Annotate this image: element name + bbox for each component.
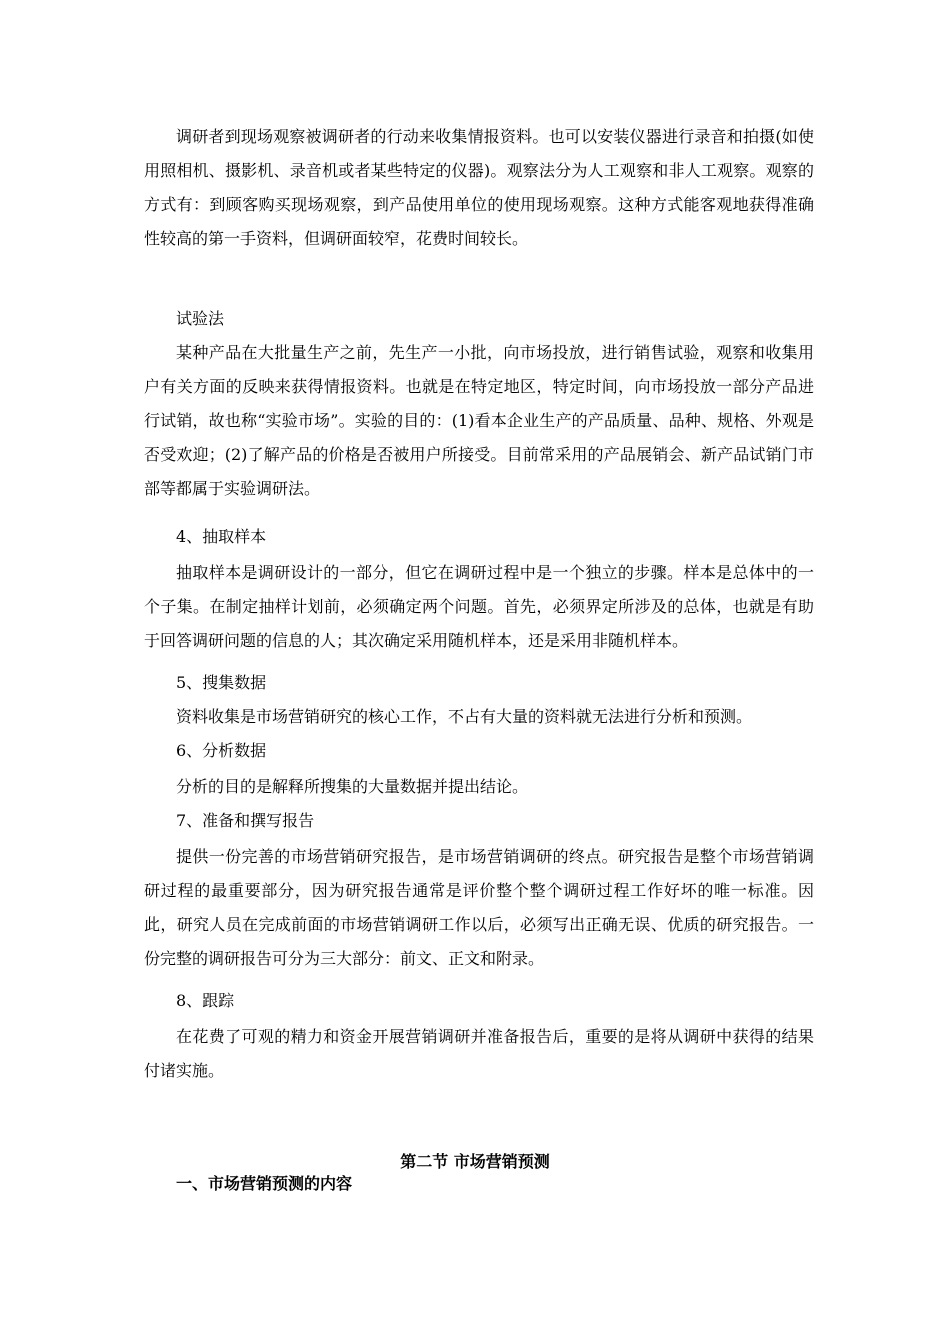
sampling-heading: 4、抽取样本 xyxy=(176,527,267,546)
collect-paragraph: 资料收集是市场营销研究的核心工作，不占有大量的资料就无法进行分析和预测。 xyxy=(176,707,753,726)
report-paragraph: 提供一份完善的市场营销研究报告，是市场营销调研的终点。研究报告是整个市场营销调研过程的最重要部分，因为研究报告通常是评价整个整个调研过程工作好坏的唯一标准。因此，研究人员在完成前面的市场营销调研工作以后，必须写出正确无误、优质的研究报告。一份完整的调研报告可分为三大部分：前文、正文和附录。 xyxy=(144,847,814,968)
follow-paragraph: 在花费了可观的精力和资金开展营销调研并准备报告后，重要的是将从调研中获得的结果付诸实施。 xyxy=(144,1027,814,1080)
follow-heading: 8、跟踪 xyxy=(176,991,235,1010)
experiment-paragraph: 某种产品在大批量生产之前，先生产一小批，向市场投放，进行销售试验，观察和收集用户有关方面的反映来获得情报资料。也就是在特定地区，特定时间，向市场投放一部分产品进行试销，故也称“实验市场”。实验的目的：(1)看本企业生产的产品质量、品种、规格、外观是否受欢迎；(2)了解产品的价格是否被用户所接受。目前常采用的产品展销会、新产品试销门市部等都属于实验调研法。 xyxy=(144,343,814,498)
experiment-heading: 试验法 xyxy=(176,309,225,328)
observation-paragraph: 调研者到现场观察被调研者的行动来收集情报资料。也可以安装仪器进行录音和拍摄(如使用照相机、摄影机、录音机或者某些特定的仪器)。观察法分为人工观察和非人工观察。观察的方式有：到顾客购买现场观察，到产品使用单位的使用现场观察。这种方式能客观地获得准确性较高的第一手资料，但调研面较窄，花费时间较长。 xyxy=(144,127,814,248)
section-subtitle: 一、市场营销预测的内容 xyxy=(176,1174,353,1193)
report-heading: 7、准备和撰写报告 xyxy=(176,811,315,830)
collect-heading: 5、搜集数据 xyxy=(176,673,267,692)
section-title: 第二节 市场营销预测 xyxy=(400,1152,550,1171)
sampling-paragraph: 抽取样本是调研设计的一部分，但它在调研过程中是一个独立的步骤。样本是总体中的一个子集。在制定抽样计划前，必须确定两个问题。首先，必须界定所涉及的总体，也就是有助于回答调研问题的信息的人；其次确定采用随机样本，还是采用非随机样本。 xyxy=(144,563,814,650)
analyze-heading: 6、分析数据 xyxy=(176,741,267,760)
analyze-paragraph: 分析的目的是解释所搜集的大量数据并提出结论。 xyxy=(176,777,529,796)
